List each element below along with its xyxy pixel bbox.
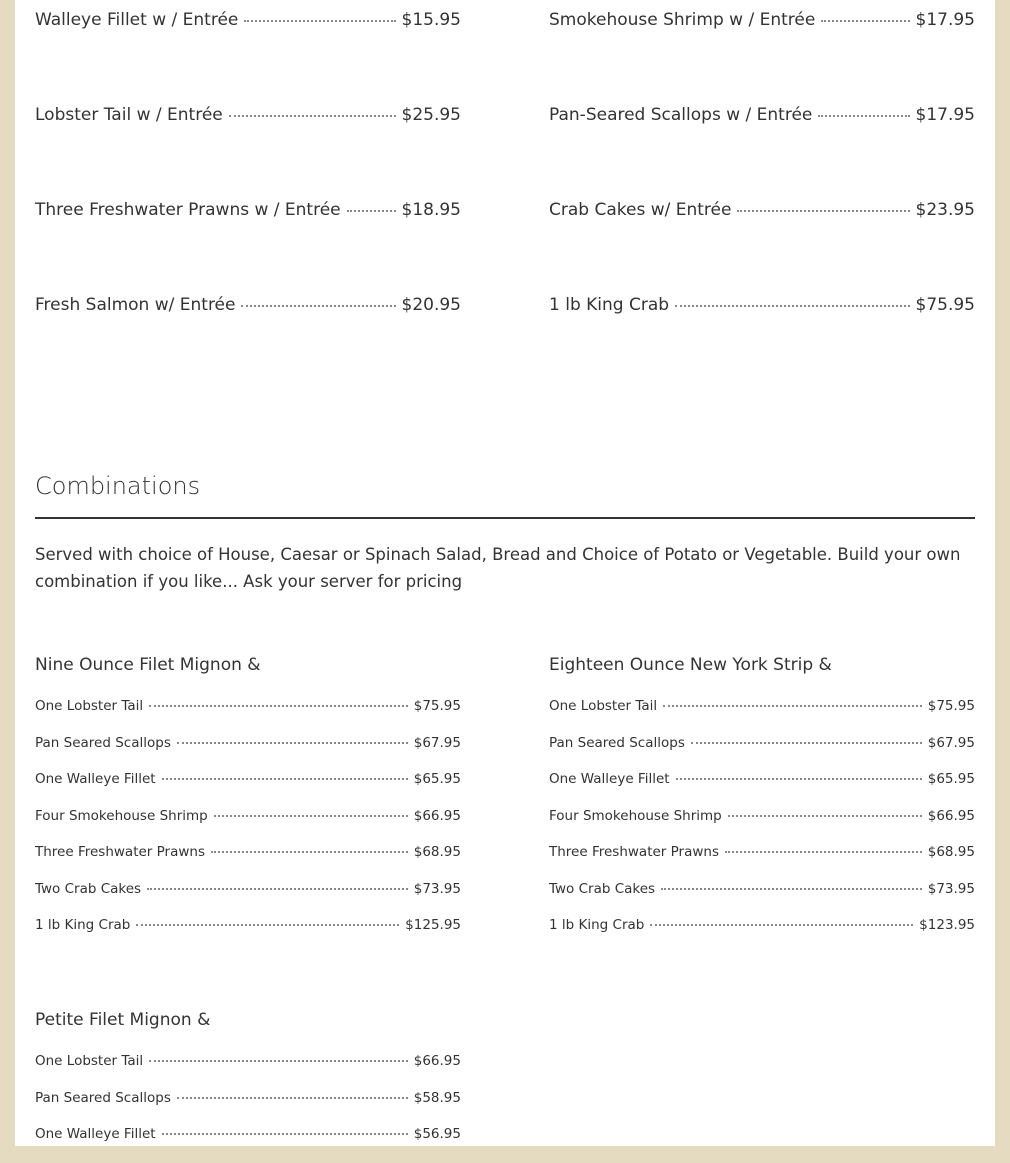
menu-item (549, 200, 975, 295)
dot-leader (818, 115, 909, 117)
menu-item (549, 881, 975, 918)
item-price: $68.95 (927, 844, 975, 860)
dot-leader (162, 778, 408, 780)
item-price: $67.95 (413, 734, 461, 751)
item-name: One Walleye Fillet (35, 771, 156, 787)
item-name: Pan Seared Scallops (549, 734, 685, 751)
item-price: $17.95 (915, 105, 975, 125)
item-name: One Lobster Tail (35, 1053, 144, 1069)
dot-leader (676, 778, 922, 780)
menu-item (35, 1126, 461, 1163)
item-price: $25.95 (401, 105, 461, 125)
menu-item (549, 10, 975, 105)
item-price: $75.95 (915, 295, 975, 315)
menu-item (35, 844, 461, 881)
combo-group-petite (35, 1010, 461, 1163)
item-name: Four Smokehouse Shrimp (549, 807, 722, 824)
item-name: Smokehouse Shrimp w / Entrée (549, 10, 816, 30)
dot-leader (661, 888, 922, 890)
item-name: Fresh Salmon w/ Entrée (35, 295, 236, 315)
item-name: Three Freshwater Prawns w / Entrée (35, 200, 341, 220)
menu-item (35, 295, 461, 390)
item-price: $67.95 (927, 734, 975, 751)
item-price: $17.95 (915, 10, 975, 30)
item-price: $123.95 (919, 917, 975, 933)
menu-item (549, 771, 975, 808)
item-price: $65.95 (927, 771, 975, 787)
dot-leader (241, 305, 395, 307)
menu-item (549, 295, 975, 390)
item-name: Pan Seared Scallops (35, 1089, 171, 1106)
dot-leader (229, 115, 396, 117)
item-price: $15.95 (401, 10, 461, 30)
item-price: $75.95 (927, 698, 975, 714)
dot-leader (214, 815, 408, 817)
item-name: One Lobster Tail (549, 698, 658, 714)
menu-item (35, 881, 461, 918)
item-price: $73.95 (413, 880, 461, 897)
section-divider (35, 517, 975, 519)
group-heading: Nine Ounce Filet Mignon & (35, 655, 261, 675)
item-price: $68.95 (413, 844, 461, 860)
item-name: Two Crab Cakes (35, 880, 142, 897)
item-name: Pan-Seared Scallops w / Entrée (549, 105, 813, 125)
dot-leader (675, 305, 909, 307)
menu-item (35, 10, 461, 105)
dot-leader (347, 210, 396, 212)
item-name: One Lobster Tail (35, 698, 144, 714)
menu-item (35, 105, 461, 200)
menu-item (549, 698, 975, 735)
item-name: Crab Cakes w/ Entrée (549, 200, 732, 220)
menu-item (549, 105, 975, 200)
menu-item (35, 1053, 461, 1090)
menu-item (549, 917, 975, 954)
dot-leader (162, 1133, 408, 1135)
item-name: 1 lb King Crab (35, 917, 131, 933)
dot-leader (663, 705, 922, 707)
item-price: $56.95 (413, 1126, 461, 1142)
dot-leader (244, 20, 395, 22)
menu-item (35, 917, 461, 954)
item-name: Walleye Fillet w / Entrée (35, 10, 239, 30)
section-description: Served with choice of House, Caesar or Spinach Salad, Bread and Choice of Potato or Vegetable. Build your own combination if you like... Ask your server for pricing (35, 545, 961, 591)
menu-item (35, 771, 461, 808)
item-price: $66.95 (413, 807, 461, 824)
item-name: Four Smokehouse Shrimp (35, 807, 208, 824)
item-price: $66.95 (927, 807, 975, 824)
entree-column-left (35, 10, 461, 390)
menu-item (549, 735, 975, 772)
item-name: One Walleye Fillet (549, 771, 670, 787)
item-price: $58.95 (413, 1089, 461, 1106)
dot-leader (147, 888, 408, 890)
dot-leader (650, 924, 913, 926)
item-name: Lobster Tail w / Entrée (35, 105, 223, 125)
item-name: 1 lb King Crab (549, 295, 670, 315)
combo-group-filet (35, 655, 461, 954)
item-name: 1 lb King Crab (549, 917, 645, 933)
menu-item (35, 1090, 461, 1127)
dot-leader (136, 924, 399, 926)
item-name: Two Crab Cakes (549, 880, 656, 897)
dot-leader (177, 742, 408, 744)
item-name: One Walleye Fillet (35, 1126, 156, 1142)
item-price: $18.95 (401, 200, 461, 220)
dot-leader (737, 210, 909, 212)
dot-leader (728, 815, 922, 817)
item-price: $75.95 (413, 698, 461, 714)
item-price: $125.95 (405, 917, 461, 933)
dot-leader (149, 1060, 408, 1062)
item-name: Pan Seared Scallops (35, 734, 171, 751)
section-title: Combinations (35, 472, 201, 500)
item-price: $66.95 (413, 1053, 461, 1069)
menu-item (549, 844, 975, 881)
dot-leader (149, 705, 408, 707)
item-price: $65.95 (413, 771, 461, 787)
group-heading: Petite Filet Mignon & (35, 1010, 211, 1030)
group-heading: Eighteen Ounce New York Strip & (549, 655, 832, 675)
item-price: $20.95 (401, 295, 461, 315)
dot-leader (691, 742, 922, 744)
menu-item (35, 735, 461, 772)
dot-leader (725, 851, 922, 853)
menu-item (35, 200, 461, 295)
menu-item (35, 808, 461, 845)
dot-leader (821, 20, 909, 22)
combo-group-strip (549, 655, 975, 954)
menu-item (549, 808, 975, 845)
entree-column-right (549, 10, 975, 390)
dot-leader (211, 851, 408, 853)
menu-item (35, 698, 461, 735)
item-name: Three Freshwater Prawns (549, 844, 720, 860)
item-price: $73.95 (927, 880, 975, 897)
item-name: Three Freshwater Prawns (35, 844, 206, 860)
item-price: $23.95 (915, 200, 975, 220)
dot-leader (177, 1097, 408, 1099)
